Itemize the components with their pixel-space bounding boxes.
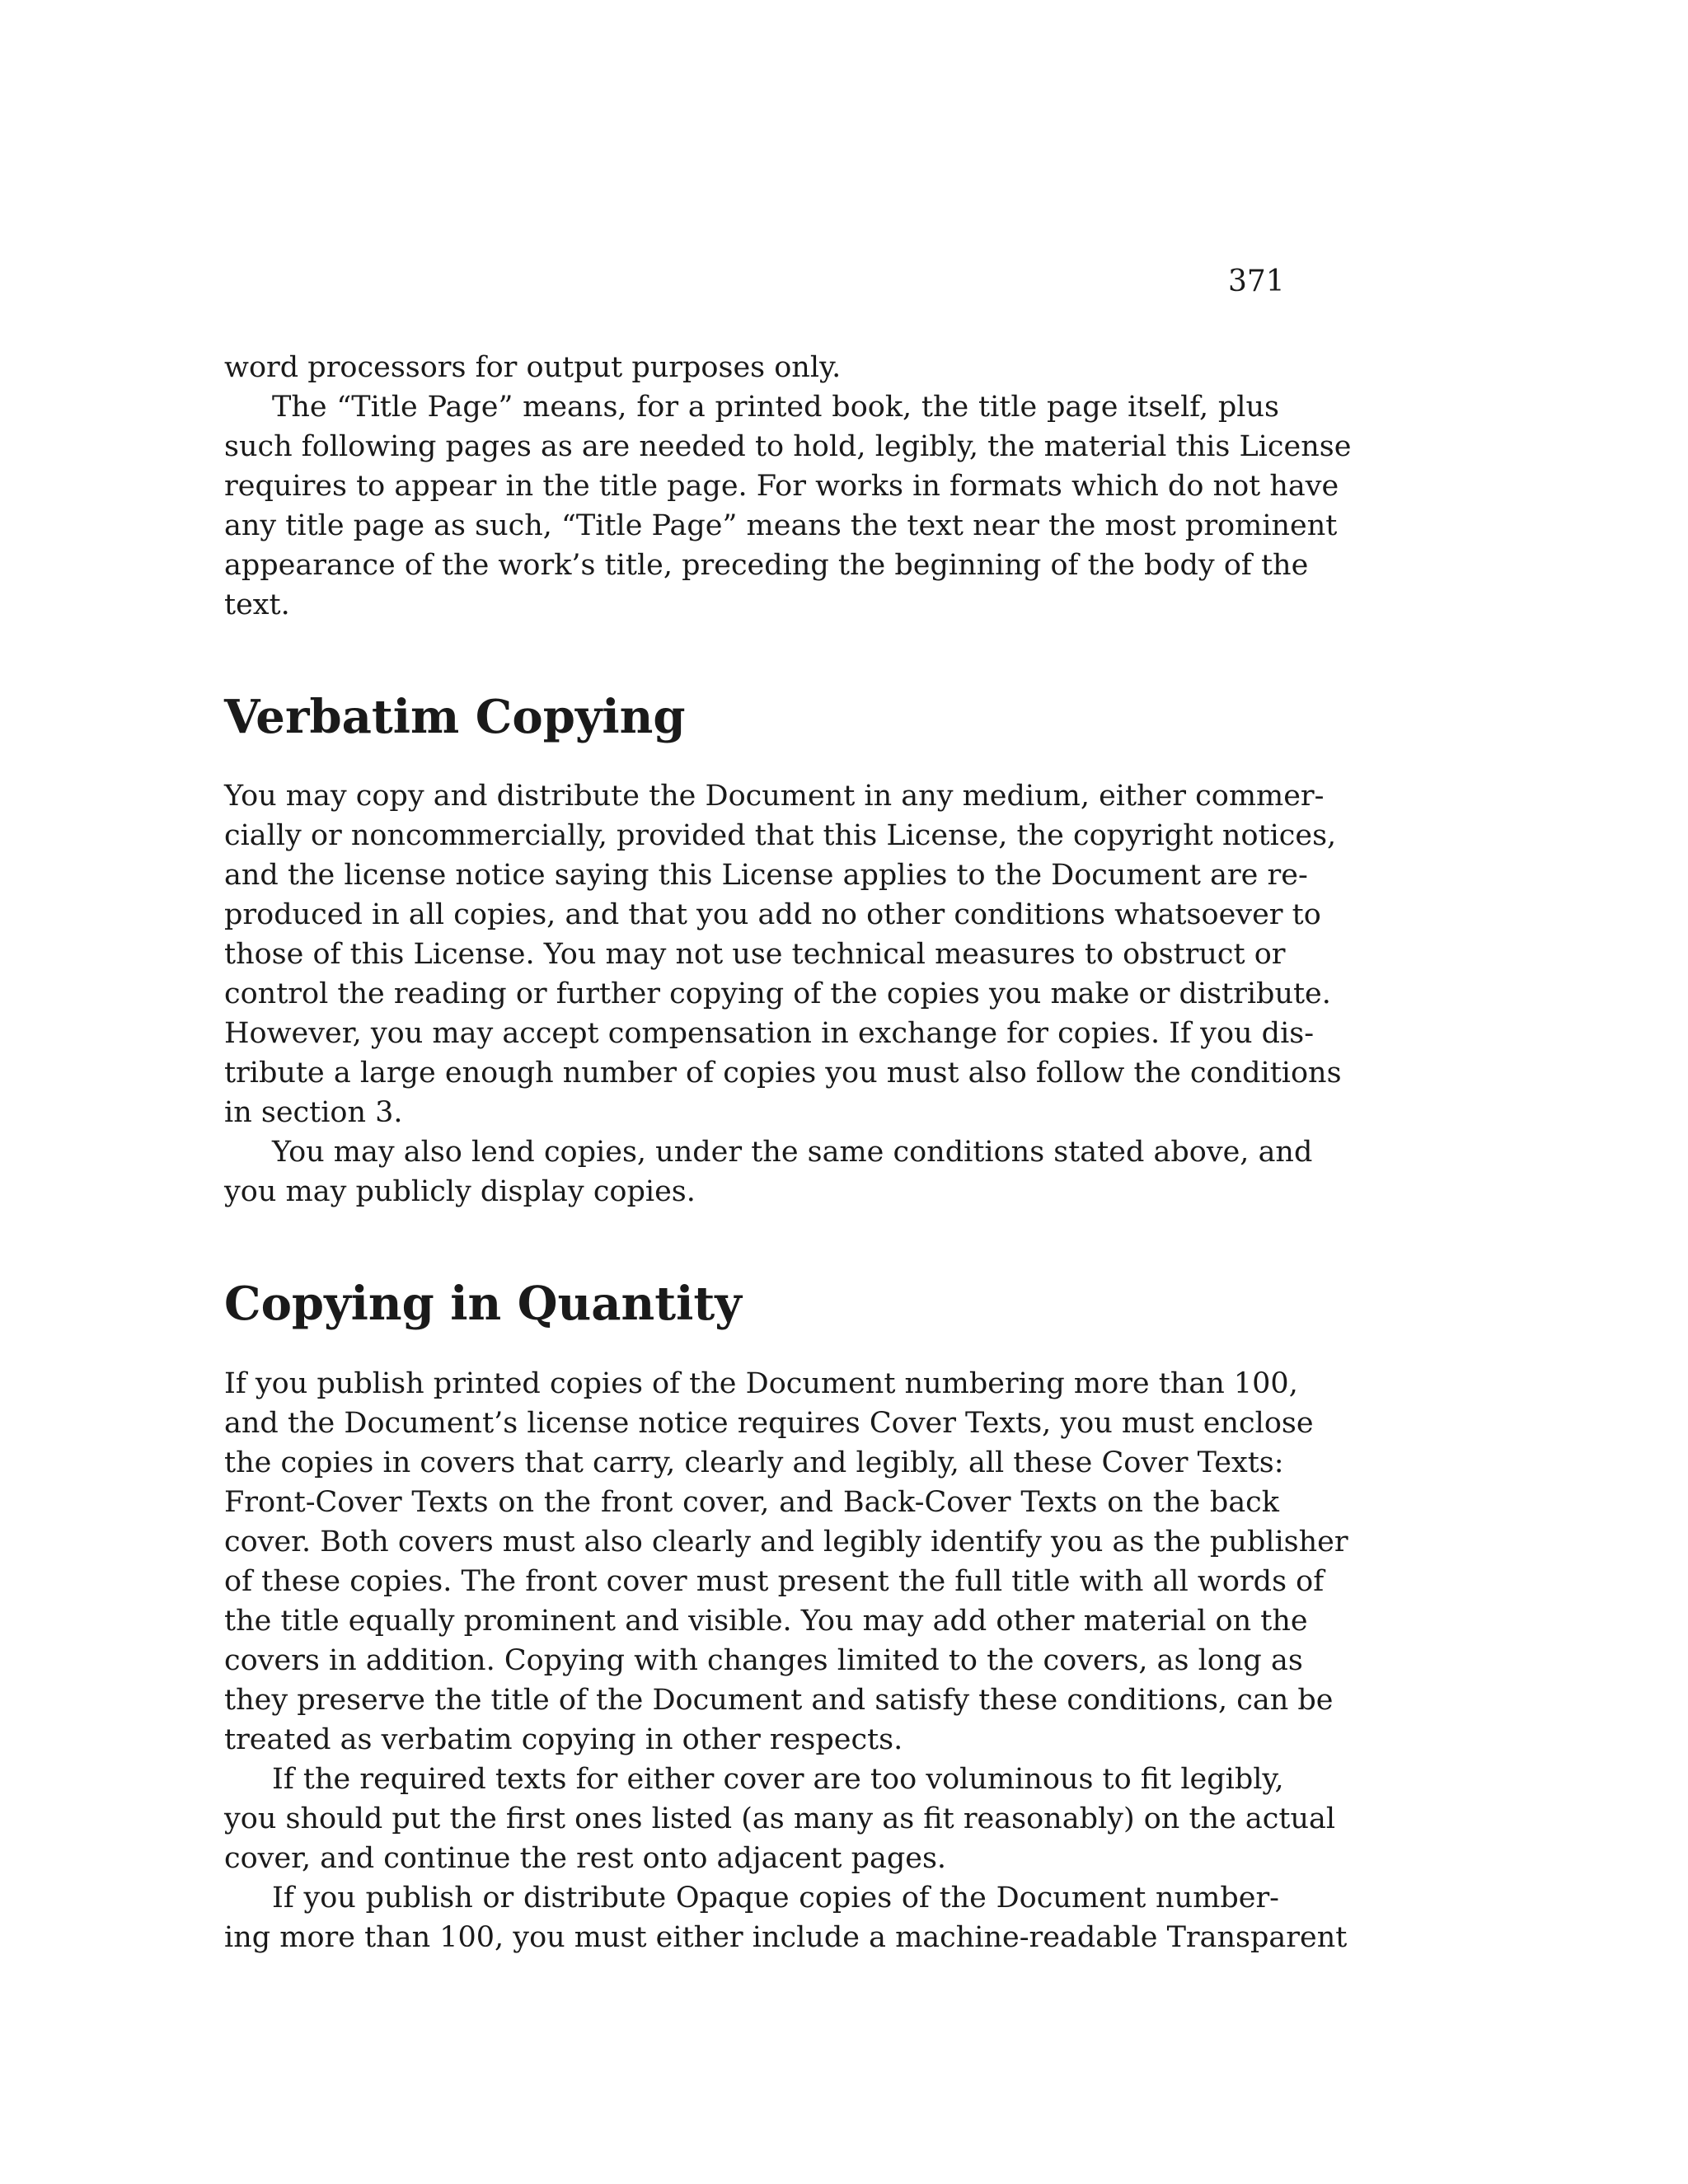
text-line: If you publish printed copies of the Document numbering more than 100, <box>224 1367 1298 1400</box>
text-line: the copies in covers that carry, clearly and legibly, all these Cover Texts: <box>224 1446 1284 1479</box>
intro-text <box>224 348 1352 625</box>
text-line: control the reading or further copying of the copies you make or distribute. <box>224 977 1331 1010</box>
verbatim-copying-text <box>224 776 1342 1212</box>
text-line: treated as verbatim copying in other respects. <box>224 1723 903 1756</box>
section-heading-copying-in-quantity: Copying in Quantity <box>224 1277 742 1331</box>
text-line: cover. Both covers must also clearly and legibly identify you as the publisher <box>224 1526 1348 1558</box>
text-line: of these copies. The front cover must present the full title with all words of <box>224 1565 1325 1598</box>
text-line: The “Title Page” means, for a printed book, the title page itself, plus <box>272 391 1279 424</box>
text-line: word processors for output purposes only. <box>224 351 842 384</box>
text-line: cially or noncommercially, provided that this License, the copyright notices, <box>224 819 1337 852</box>
page-number: 371 <box>1228 265 1285 298</box>
copying-in-quantity-text <box>224 1364 1348 1957</box>
text-line: text. <box>224 588 290 621</box>
text-line: the title equally prominent and visible. You may add other material on the <box>224 1605 1308 1638</box>
text-line: you may publicly display copies. <box>224 1175 696 1208</box>
text-line: Front-Cover Texts on the front cover, and Back-Cover Texts on the back <box>224 1486 1279 1519</box>
text-line: ing more than 100, you must either include a machine-readable Transparent <box>224 1921 1348 1954</box>
text-line: in section 3. <box>224 1096 403 1129</box>
text-line: You may also lend copies, under the same conditions stated above, and <box>272 1136 1313 1169</box>
text-line: such following pages as are needed to hold, legibly, the material this License <box>224 430 1352 463</box>
text-line: You may copy and distribute the Document in any medium, either commer- <box>224 780 1325 813</box>
text-line: you should put the first ones listed (as many as fit reasonably) on the actual <box>224 1802 1336 1835</box>
text-line: any title page as such, “Title Page” means the text near the most prominent <box>224 509 1338 542</box>
section-heading-verbatim-copying: Verbatim Copying <box>224 690 686 744</box>
text-line: they preserve the title of the Document and satisfy these conditions, can be <box>224 1684 1334 1717</box>
text-line: cover, and continue the rest onto adjacent pages. <box>224 1842 947 1875</box>
text-line: and the license notice saying this License applies to the Document are re- <box>224 859 1308 892</box>
text-line: If the required texts for either cover are too voluminous to fit legibly, <box>272 1763 1284 1796</box>
text-line: and the Document’s license notice requires Cover Texts, you must enclose <box>224 1407 1314 1440</box>
text-line: requires to appear in the title page. For works in formats which do not have <box>224 470 1339 503</box>
text-line: However, you may accept compensation in exchange for copies. If you dis- <box>224 1017 1315 1050</box>
text-line: appearance of the work’s title, preceding the beginning of the body of the <box>224 549 1309 582</box>
text-line: tribute a large enough number of copies you must also follow the conditions <box>224 1057 1342 1090</box>
text-line: covers in addition. Copying with changes limited to the covers, as long as <box>224 1644 1303 1677</box>
text-line: If you publish or distribute Opaque copies of the Document number- <box>272 1882 1279 1915</box>
text-line: produced in all copies, and that you add no other conditions whatsoever to <box>224 898 1321 931</box>
text-line: those of this License. You may not use technical measures to obstruct or <box>224 938 1286 971</box>
